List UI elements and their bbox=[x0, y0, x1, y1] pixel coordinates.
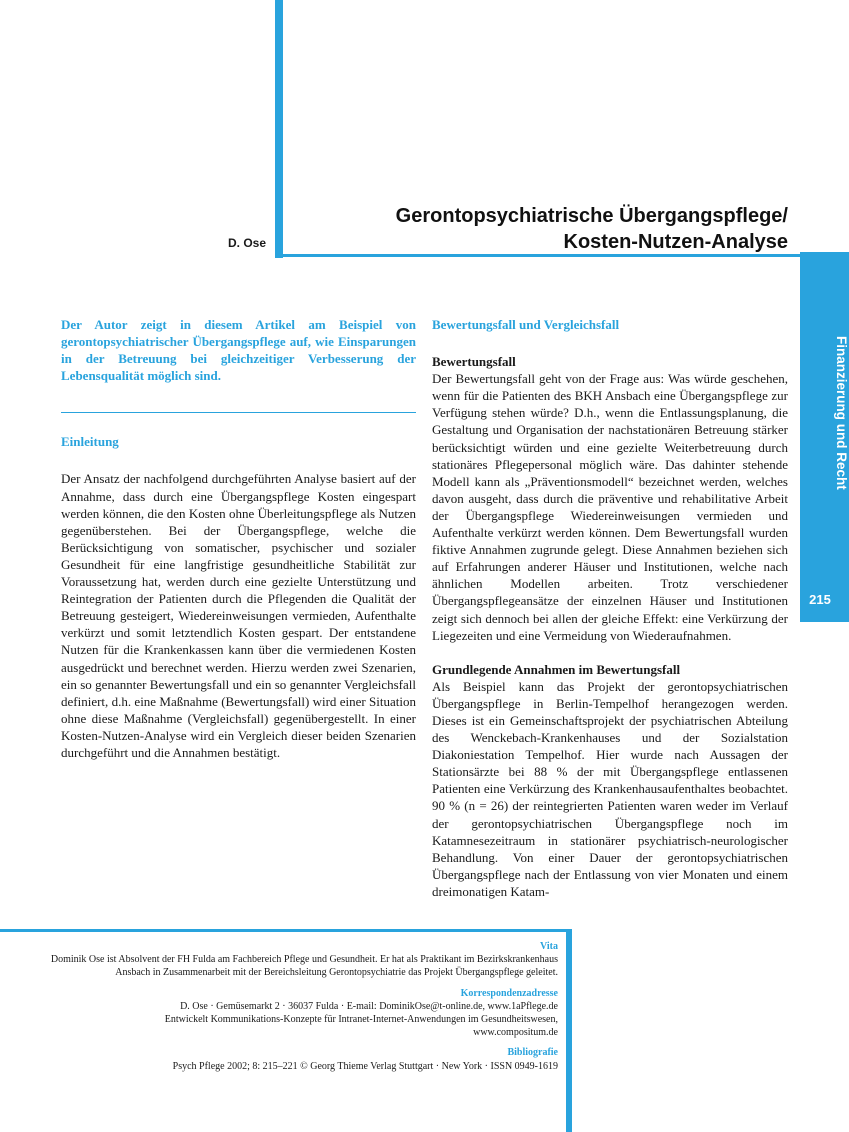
page-number: 215 bbox=[809, 592, 831, 607]
author-name: D. Ose bbox=[227, 236, 266, 250]
vita-label: Vita bbox=[540, 941, 558, 952]
abstract: Der Autor zeigt in diesem Artikel am Beispiel von gerontopsychiatrischer Übergangspflege auf, wie Einsparungen in der Betreuung bei gleichzeitiger Verbesserung der Lebensqualität möglich sind. bbox=[61, 317, 416, 384]
correspondence-label: Korrespondenzadresse bbox=[460, 987, 558, 999]
correspondence-line-3: www.compositum.de bbox=[473, 1027, 558, 1039]
article-title bbox=[396, 203, 788, 255]
correspondence-block bbox=[40, 987, 558, 1040]
bibliography-text: Psych Pflege 2002; 8: 215–221 © Georg Thieme Verlag Stuttgart · New York · ISSN 0949-1619 bbox=[172, 1060, 558, 1072]
footer-vertical-accent-bar bbox=[566, 929, 572, 1132]
correspondence-line-1: D. Ose · Gemüsemarkt 2 · 36037 Fulda · E-mail: DominikOse@t-online.de, www.1aPflege.de bbox=[180, 1000, 558, 1012]
body-paragraph-bewertungsfall: Der Bewertungsfall geht von der Frage aus: Was würde geschehen, wenn für die Patienten des BKH Ansbach eine Übergangspflege zur Verfügung stehen würde? D.h., wenn die Entlassungsplanung, die Gestaltung und Organisation der nachstationären Betreuung stärker berücksichtigt würden und eine gezielte Weiterbetreuung durch stationäres Pflegepersonal möglich wäre. Das dahinter stehende Modell kann als „Präventionsmodell“ bezeichnet werden, welches davon ausgeht, dass durch die präventive und rehabilitative Arbeit der Übergangspflege Wiedereinweisungen vermieden und Aufenthalte verkürzt werden können. Dem Bewertungsfall wurden fiktive Annahmen zugrunde gelegt. Diese Annahmen beziehen sich auf Erfahrungen anderer Häuser und Institutionen, welche nach ähnlichen Modellen arbeiten. Trotz verschiedener Übergangspflegeansätze der einzelnen Häuser und Institutionen zeigt sich dennoch bei allen der gleiche Effekt: eine Verkürzung der Liegezeiten und eine Vermeidung von Wiederaufnahmen. bbox=[432, 371, 788, 643]
article-footer bbox=[40, 940, 558, 1080]
right-column bbox=[432, 316, 788, 900]
section-heading-bewertungsfall: Bewertungsfall und Vergleichsfall bbox=[432, 317, 620, 332]
bibliography-block bbox=[40, 1046, 558, 1072]
title-line-1: Gerontopsychiatrische Übergangspflege/ bbox=[395, 205, 788, 227]
body-paragraph-einleitung: Der Ansatz der nachfolgend durchgeführten Analyse basiert auf der Annahme, dass durch eine Übergangspflege Kosten eingespart werden können, die den Kosten ohne Überleitungspflege als Nutzen gegenüberstehen. Bei der Übergangspflege, welche die Berücksichtigung von somatischer, psychischer und sozialer Gesundheit für eine langfristige gesundheitliche Stabilität zur Voraussetzung hat, werden durch eine gezielte Unterstützung und Reintegration der Patienten durch die Pflegenden die Qualität der Betreuung gesteigert, Wiedereinweisungen vermieden, Aufenthalte verkürzt und somit letztendlich Kosten gespart. Der entstandene Nutzen für die Krankenkassen kann über die vermiedenen Kosten ausgedrückt und berechnet werden. Hierzu werden zwei Szenarien, ein so genannter Bewertungsfall und ein so genannter Vergleichsfall definiert, d.h. eine Maßnahme (Bewertungsfall) wird einer Situation ohne diese Maßnahme (Vergleichsfall) gegenübergestellt. In einer Kosten-Nutzen-Analyse wird ein Vergleich dieser beiden Szenarien durchgeführt und die Annahmen bestätigt. bbox=[61, 471, 416, 760]
subheading-annahmen: Grundlegende Annahmen im Bewertungsfall bbox=[432, 661, 681, 677]
bibliography-label: Bibliografie bbox=[507, 1047, 558, 1059]
header-vertical-accent-bar bbox=[275, 0, 283, 258]
paragraph-gap bbox=[432, 644, 788, 661]
body-paragraph-annahmen: Als Beispiel kann das Projekt der gerontopsychiatrischen Übergangspflege in Berlin-Tempelhof herangezogen werden. Dieses ist ein Gemeinschaftsprojekt der psychiatrischen Abteilung des Wenckebach-Krankenhauses und der Sozialstation Diakoniestation Tempelhof. Hier wurde nach Aussagen der Stationsärzte bei 88 % der mit Übergangspflege entlassenen Patienten eine Verkürzung des Krankenhausaufenthaltes beobachtet. 90 % (n = 26) der reintegrierten Patienten waren weder im Verlauf der gerontopsychiatrischen Übergangspflege noch im Katamnesezeitraum in stationärer psychiatrisch-neurologischer Behandlung. Von einer Dauer der gerontopsychiatrischen Übergangspflege nach der Entlassung von vier Monaten und einem dreimonatigen Katam- bbox=[432, 678, 788, 899]
vita-text: Dominik Ose ist Absolvent der FH Fulda am Fachbereich Pflege und Gesundheit. Er hat als Praktikant im Bezirkskrankenhaus Ansbach in Zusammenarbeit mit der Bereichsleitung Gerontopsychiatrie das Projekt Übergangspflege geleitet. bbox=[50, 954, 558, 979]
abstract-divider bbox=[61, 412, 416, 413]
subheading-bewertungsfall: Bewertungsfall bbox=[432, 354, 516, 370]
footer-rule bbox=[0, 929, 572, 932]
correspondence-line-2: Entwickelt Kommunikations-Konzepte für Intranet-Internet-Anwendungen im Gesundheitswesen, bbox=[164, 1014, 558, 1026]
vita-block bbox=[40, 940, 558, 980]
section-heading-einleitung: Einleitung bbox=[61, 434, 119, 450]
title-line-2: Kosten-Nutzen-Analyse bbox=[563, 231, 788, 253]
left-column bbox=[61, 316, 416, 761]
section-label: Finanzierung und Recht bbox=[834, 336, 849, 490]
